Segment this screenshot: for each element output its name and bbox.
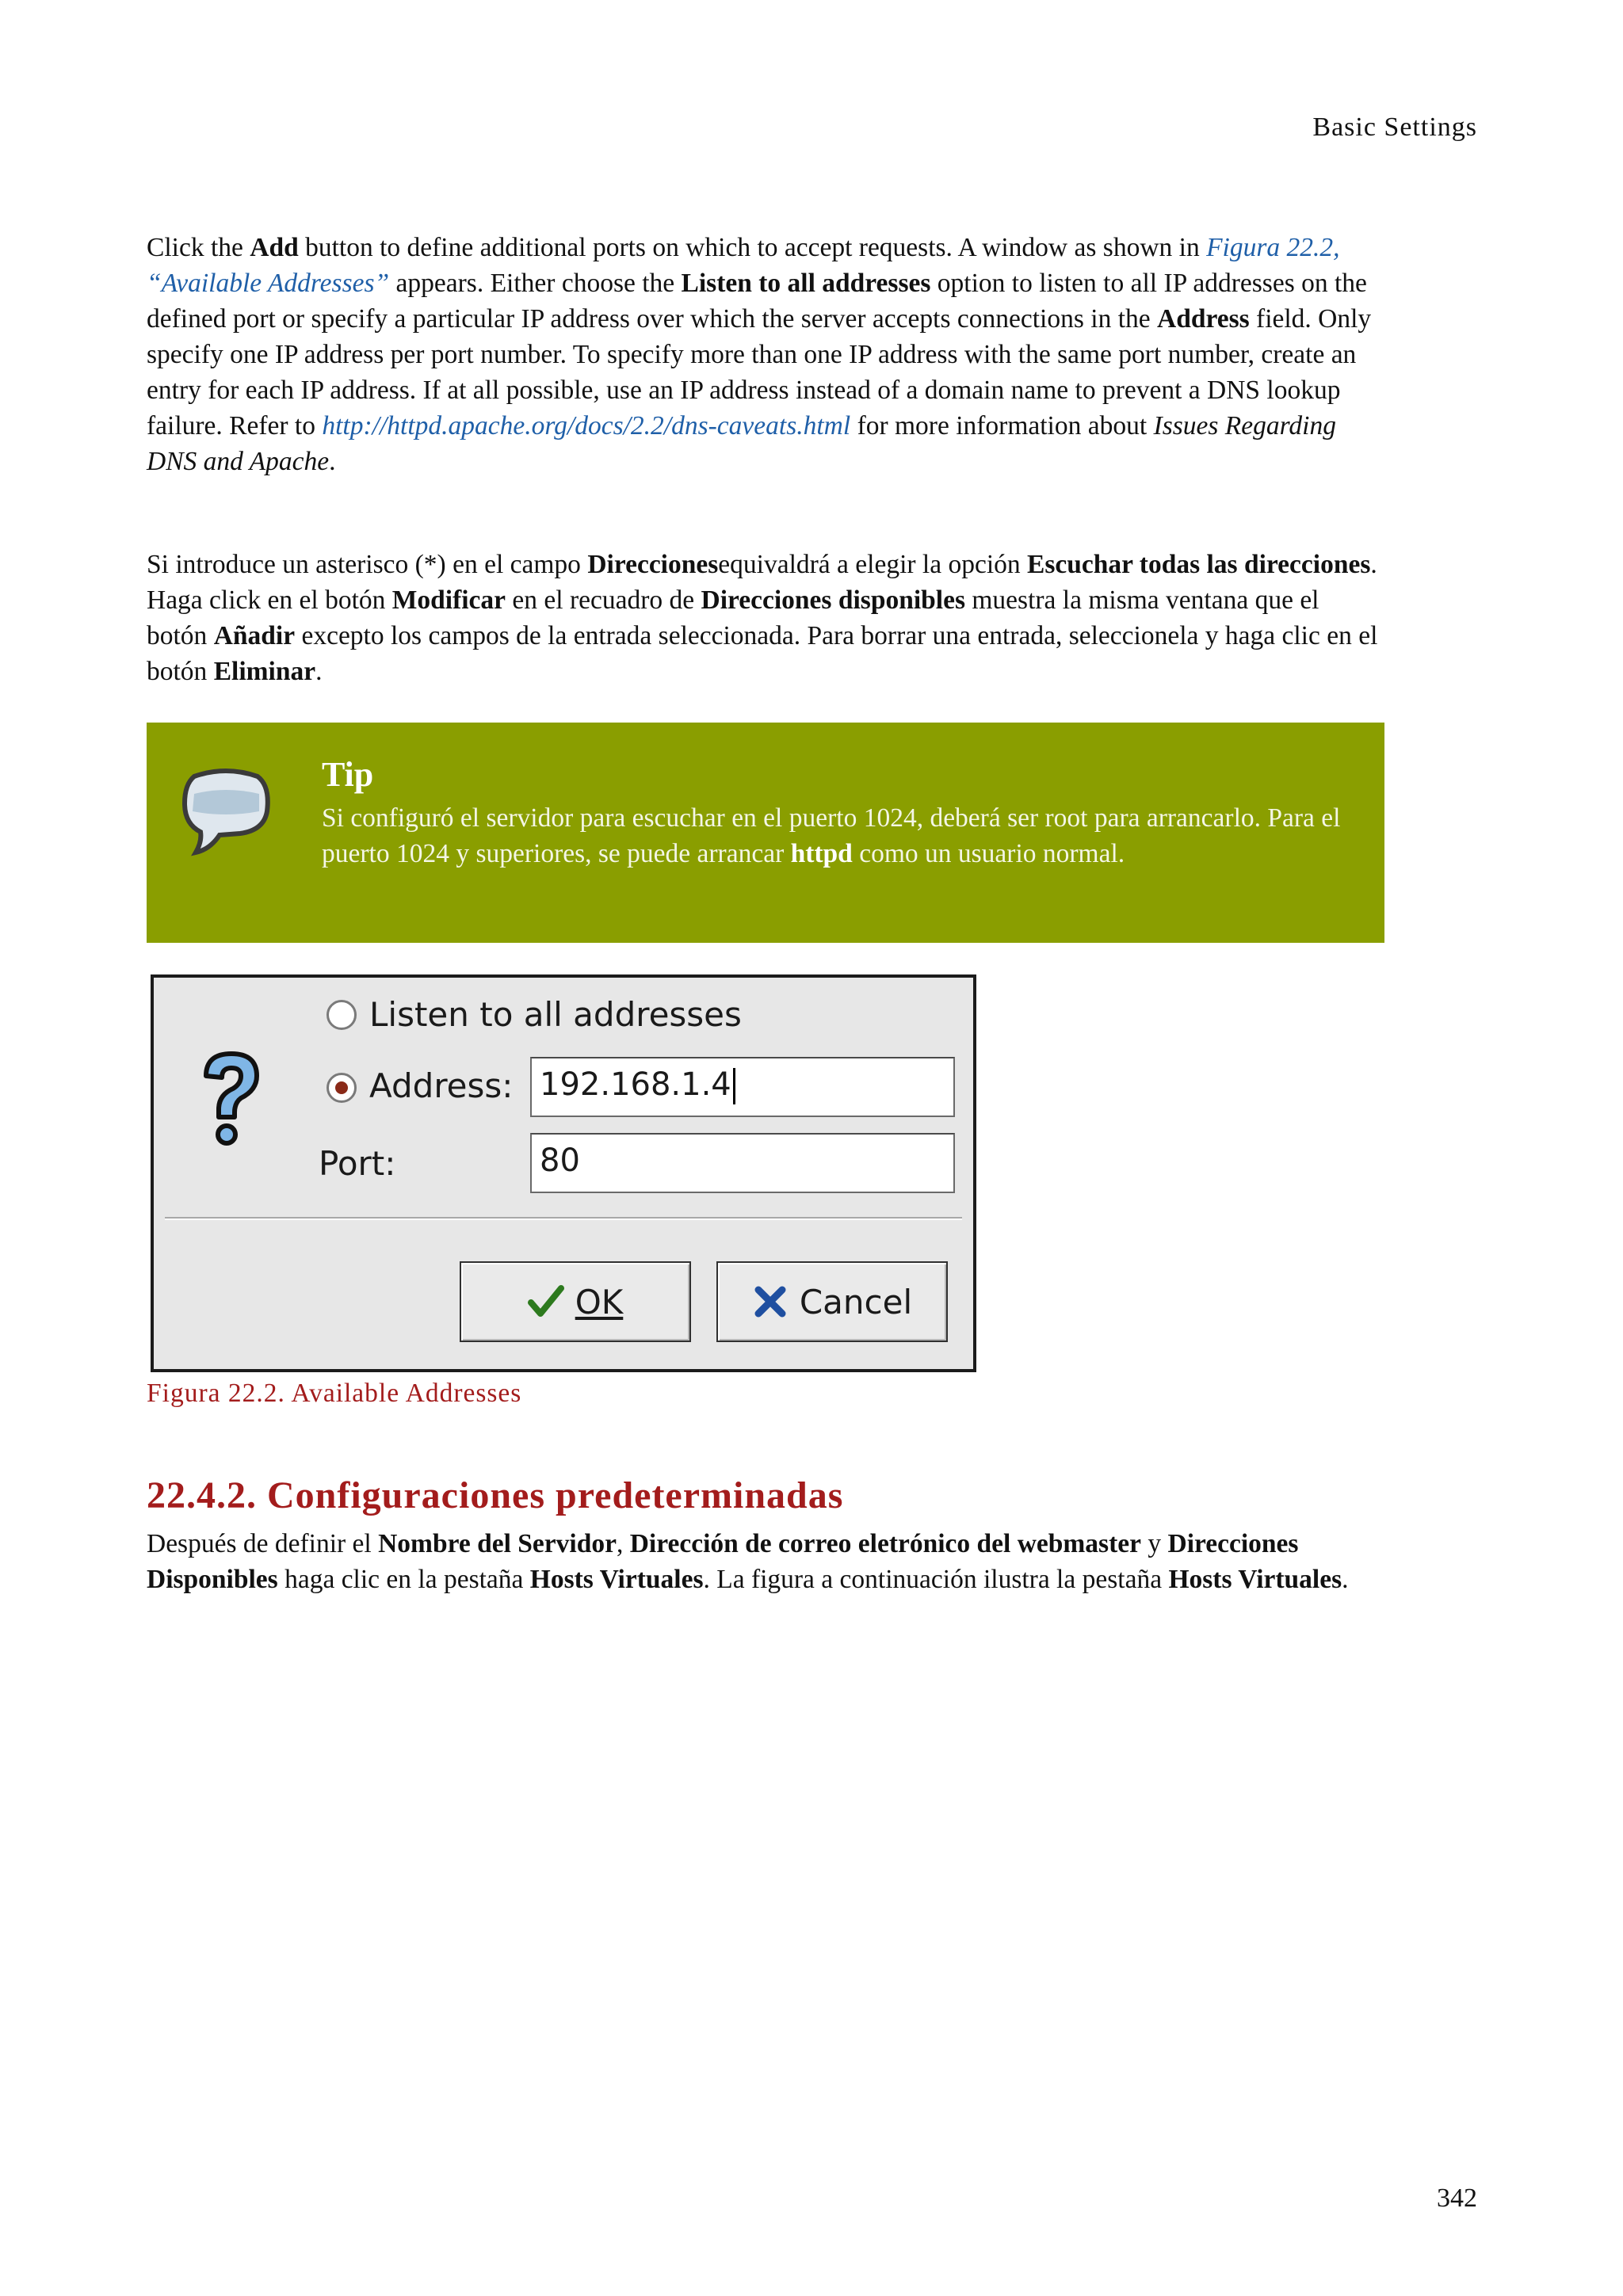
radio-selected-dot [335,1081,348,1094]
text: appears. Either choose the [389,269,682,298]
bold-direcciones-disponibles: Direcciones disponibles [701,585,965,615]
bold-add: Add [250,233,299,262]
section-title: 22.4.2. Configuraciones predeterminadas [147,1474,844,1516]
paragraph-add-button [147,230,1383,479]
figure-link[interactable]: Figura 22.2, “Available Addresses” [147,233,1340,298]
question-mark-icon [195,1047,266,1150]
address-input[interactable] [530,1057,955,1117]
text: Si introduce un asterisco (*) en el campo [147,550,588,579]
text: equivaldrá a elegir la opción [718,550,1028,579]
tip-text [322,800,1352,871]
bold-listen-all: Listen to all addresses [681,269,931,298]
address-radio[interactable] [327,1073,357,1103]
bold-hosts-virtuales: Hosts Virtuales [529,1565,704,1594]
cancel-label: Cancel [799,1282,913,1322]
bold-escuchar: Escuchar todas las direcciones [1027,550,1371,579]
text: Click the [147,233,250,262]
x-icon [752,1283,789,1320]
cancel-button[interactable] [716,1261,948,1342]
text: . [1342,1565,1349,1594]
paragraph-hosts-virtuales [147,1526,1383,1597]
bold-anadir: Añadir [213,621,296,650]
text: , [616,1529,630,1558]
paragraph-asterisk [147,547,1383,689]
text: haga clic en la pestaña [277,1565,530,1594]
bold-nombre-servidor: Nombre del Servidor [378,1529,617,1558]
text: button to define additional ports on which to accept requests. A window as shown in [298,233,1207,262]
text: muestra la misma ventana que el botón [147,585,1319,650]
text: option to listen to all IP addresses on the defined port or specify a particular IP address over which the server accepts connections in the [147,269,1367,334]
text: Después de definir el [147,1529,379,1558]
figure-caption: Figura 22.2. Available Addresses [147,1379,522,1408]
text: excepto los campos de la entrada seleccionada. Para borrar una entrada, seleccionela y haga clic en el botón [147,621,1378,686]
text: . [315,657,323,686]
bold-hosts-virtuales: Hosts Virtuales [1168,1565,1342,1594]
tip-title: Tip [322,755,374,794]
text: . Haga click en el botón [147,550,1377,615]
separator [165,1217,962,1220]
dns-caveats-link[interactable]: http://httpd.apache.org/docs/2.2/dns-caveats.html [322,411,851,441]
bold-eliminar: Eliminar [213,657,316,686]
text-cursor [733,1068,735,1104]
port-input[interactable] [530,1133,955,1193]
page-number: 342 [1437,2183,1477,2213]
bold-correo-webmaster: Dirección de correo eletrónico del webmaster [629,1529,1141,1558]
bold-address: Address [1157,304,1250,334]
available-addresses-dialog [151,974,976,1372]
address-value [540,1066,735,1104]
listen-all-radio[interactable] [327,1000,357,1030]
address-label: Address: [369,1066,514,1105]
text: en el recuadro de [506,585,701,615]
italic-issues: Issues Regarding DNS and Apache [147,411,1336,476]
text: . [329,447,336,476]
text: field. Only specify one IP address per port number. To specify more than one IP address with the same port number, create an entry for each IP address. If at all possible, use an IP address instead of a domain name to prevent a DNS lookup failure. Refer to [147,304,1372,441]
address-text: 192.168.1.4 [540,1066,731,1103]
tip-box [147,723,1384,943]
checkmark-icon [528,1283,564,1320]
bold-direcciones-disponibles: Direcciones Disponibles [147,1529,1299,1594]
page-header: Basic Settings [1312,113,1477,142]
listen-all-label: Listen to all addresses [369,995,742,1034]
text: y [1141,1529,1168,1558]
text: como un usuario normal. [852,839,1125,868]
text: Si configuró el servidor para escuchar en el puerto 1024, deberá ser root para arrancarlo. Para el puerto 1024 y superiores, se puede arrancar [322,803,1341,868]
text: . La figura a continuación ilustra la pestaña [703,1565,1169,1594]
ok-button[interactable] [460,1261,691,1342]
bold-httpd: httpd [790,839,853,868]
port-value: 80 [540,1142,580,1179]
ok-label: OK [575,1282,624,1322]
bold-direcciones: Direcciones [587,550,719,579]
speech-bubble-icon [178,762,273,857]
text: for more information about [850,411,1154,441]
bold-modificar: Modificar [391,585,506,615]
port-label: Port: [319,1144,396,1183]
